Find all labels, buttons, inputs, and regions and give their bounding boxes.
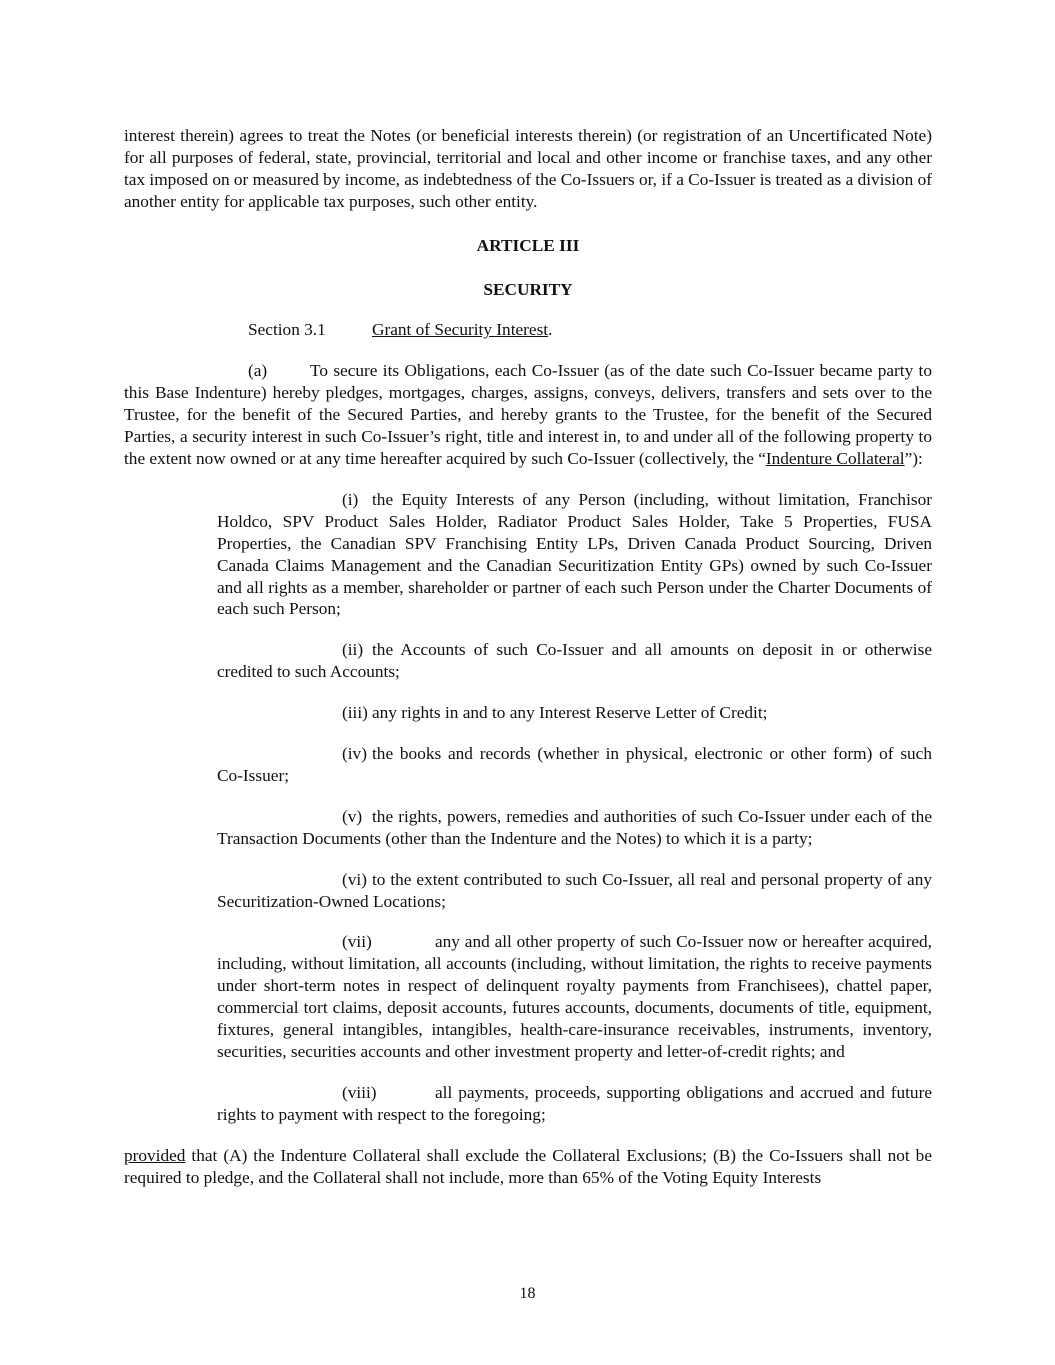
sub-item-numeral: (v) (342, 806, 363, 826)
sub-item-numeral: (vii) (342, 932, 372, 952)
sub-item-numeral: (iii) (342, 703, 368, 723)
article-heading: ARTICLE III (476, 235, 580, 255)
paragraph-a (124, 360, 932, 470)
proviso-text: that (A) the Indenture Collateral shall exclude the Collateral Exclusions; (B) the Co-Issuers shall not be required to pledge, and the Collateral shall not include, more than 65% of the Voting Equity Interests (124, 1145, 932, 1187)
sub-item-ii (217, 639, 932, 683)
sub-item-i (217, 489, 932, 620)
sub-item-numeral: (ii) (342, 640, 364, 660)
sub-item-numeral: (iv) (342, 744, 367, 764)
section-title: Grant of Security Interest (372, 320, 549, 340)
intro-paragraph: interest therein) agrees to treat the Notes (or beneficial interests therein) (or registration of an Uncertificated Note) for all purposes of federal, state, provincial, territorial and local and other income or franchise taxes, and any other tax imposed on or measured by income, as indebtedness of the Co-Issuers or, if a Co-Issuer is treated as a division of another entity for applicable tax purposes, such other entity. (124, 126, 932, 211)
sub-item-text: the Equity Interests of any Person (including, without limitation, Franchisor Holdco, SPV Product Sales Holder, Radiator Product Sales Holder, Take 5 Properties, FUSA Properties, the Canadian SPV Franchising Entity LPs, Driven Canada Product Sourcing, Driven Canada Claims Management and the Canadian Securitization Entity GPs) owned by such Co-Issuer and all rights as a member, shareholder or partner of each such Person under the Charter Documents of each such Person; (217, 489, 932, 619)
sub-item-numeral: (vi) (342, 869, 367, 889)
sub-item-iv (217, 743, 932, 787)
sub-item-vii (217, 931, 932, 1062)
sub-item-iii (217, 702, 932, 724)
sub-item-text: all payments, proceeds, supporting obligations and accrued and future rights to payment with respect to the foregoing; (217, 1082, 932, 1124)
article-title: SECURITY (483, 279, 573, 299)
page-number: 18 (519, 1285, 536, 1302)
sub-item-text: to the extent contributed to such Co-Issuer, all real and personal property of any Securitization-Owned Locations; (217, 869, 932, 911)
sub-item-text: any rights in and to any Interest Reserve Letter of Credit; (372, 703, 768, 723)
sub-item-v (217, 806, 932, 850)
proviso-paragraph (124, 1145, 932, 1189)
sub-item-text: the books and records (whether in physical, electronic or other form) of such Co-Issuer; (217, 744, 932, 785)
sub-item-text: any and all other property of such Co-Issuer now or hereafter acquired, including, without limitation, all accounts (including, without limitation, the rights to receive payments under short-term notes in respect of delinquent royalty payments from Franchisees), chattel paper, commercial tort claims, deposit accounts, futures accounts, documents, documents of title, equipment, fixtures, general intangibles, intangibles, health-care-insurance receivables, instruments, inventory, securities, securities accounts and other investment property and letter-of-credit rights; and (217, 932, 932, 1061)
section-number: Section 3.1 (248, 320, 326, 340)
defined-term: Indenture Collateral (765, 448, 905, 468)
section-heading (248, 319, 932, 341)
sub-item-numeral: (viii) (342, 1082, 377, 1102)
section-title-suffix: . (548, 320, 553, 340)
sub-item-text: the rights, powers, remedies and authorities of such Co-Issuer under each of the Transaction Documents (other than the Indenture and the Notes) to which it is a party; (217, 806, 932, 848)
paragraph-a-label: (a) (248, 361, 268, 381)
proviso-lead: provided (124, 1145, 186, 1165)
paragraph-a-text-end: ”): (904, 448, 923, 468)
sub-item-text: the Accounts of such Co-Issuer and all amounts on deposit in or otherwise credited to such Accounts; (217, 640, 932, 682)
document-page (124, 125, 932, 1189)
sub-item-numeral: (i) (342, 489, 359, 509)
sub-item-vi (217, 869, 932, 913)
paragraph-a-text: To secure its Obligations, each Co-Issuer (as of the date such Co-Issuer became party to this Base Indenture) hereby pledges, mortgages, charges, assigns, conveys, delivers, transfers and sets over to the Trustee, for the benefit of the Secured Parties, and hereby grants to the Trustee, for the benefit of the Secured Parties, a security interest in such Co-Issuer’s right, title and interest in, to and under all of the following property to the extent now owned or at any time hereafter acquired by such Co-Issuer (collectively, the “ (124, 361, 932, 468)
sub-item-viii (217, 1082, 932, 1126)
